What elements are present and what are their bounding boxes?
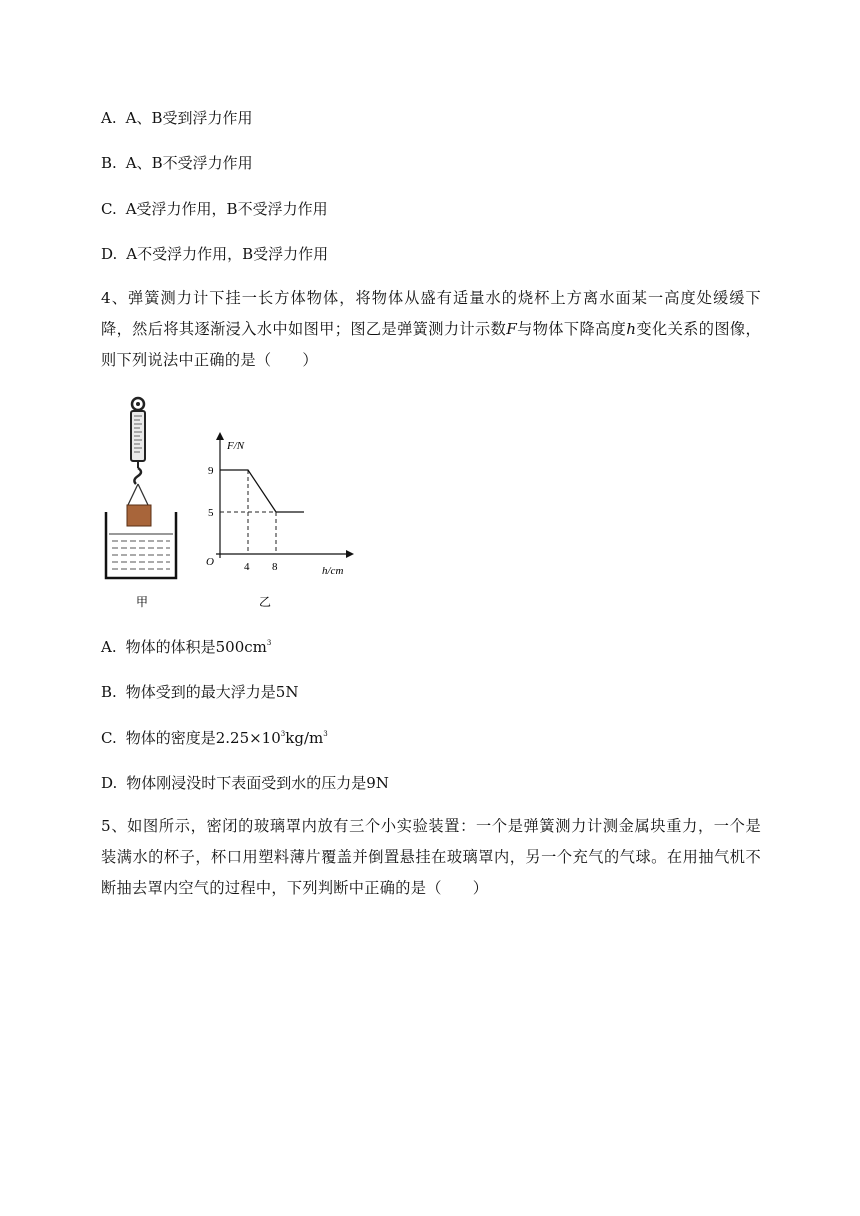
figure-svg xyxy=(96,392,366,617)
caption-jia: 甲 xyxy=(136,595,149,609)
q4-option-a: A. 物体的体积是$500cm^3$ xyxy=(101,638,272,656)
spring-scale-illustration xyxy=(106,398,176,578)
y-tick-9: 9 xyxy=(208,465,214,477)
q4-option-d: D. 物体刚浸没时下表面受到水的压力是9N xyxy=(101,774,389,792)
x-axis-label: h/cm xyxy=(322,565,344,577)
variable-f: F xyxy=(506,320,518,338)
q3-option-a: A. A、B受到浮力作用 xyxy=(101,109,253,127)
variable-h: h xyxy=(626,320,637,338)
x-tick-4: 4 xyxy=(244,561,250,573)
q4-option-b: B. 物体受到的最大浮力是5N xyxy=(101,683,299,701)
caption-yi: 乙 xyxy=(259,595,272,609)
origin-label: O xyxy=(206,556,214,568)
q4-stem: 4、弹簧测力计下挂一长方体物体，将物体从盛有适量水的烧杯上方离水面某一高度处缓缓下降，然后将其逐渐浸入水中如图甲；图乙是弹簧测力计示数F与物体下降高度h变化关系的图像，则下列说法中正确的是（ ） xyxy=(101,289,761,369)
y-axis-arrow xyxy=(216,432,224,440)
q3-option-d: D. A不受浮力作用，B受浮力作用 xyxy=(101,245,329,263)
q3-option-c: C. A受浮力作用，B不受浮力作用 xyxy=(101,200,328,218)
x-tick-8: 8 xyxy=(272,561,278,573)
x-axis-arrow xyxy=(346,550,354,558)
y-tick-5: 5 xyxy=(208,507,214,519)
series-line-f-vs-h xyxy=(220,470,304,512)
q4-figure xyxy=(96,392,366,621)
y-axis-label: F/N xyxy=(227,440,245,452)
q3-option-b: B. A、B不受浮力作用 xyxy=(101,154,253,172)
q5-stem: 5、如图所示，密闭的玻璃罩内放有三个小实验装置：一个是弹簧测力计测金属块重力，一个是装满水的杯子，杯口用塑料薄片覆盖并倒置悬挂在玻璃罩内，另一个充气的气球。在用抽气机不断抽去罩内空气的过程中，下列判断中正确的是（ ） xyxy=(101,817,761,897)
q4-option-c: C. 物体的密度是$2.25\times 10^3kg/m^3$ xyxy=(101,729,328,747)
